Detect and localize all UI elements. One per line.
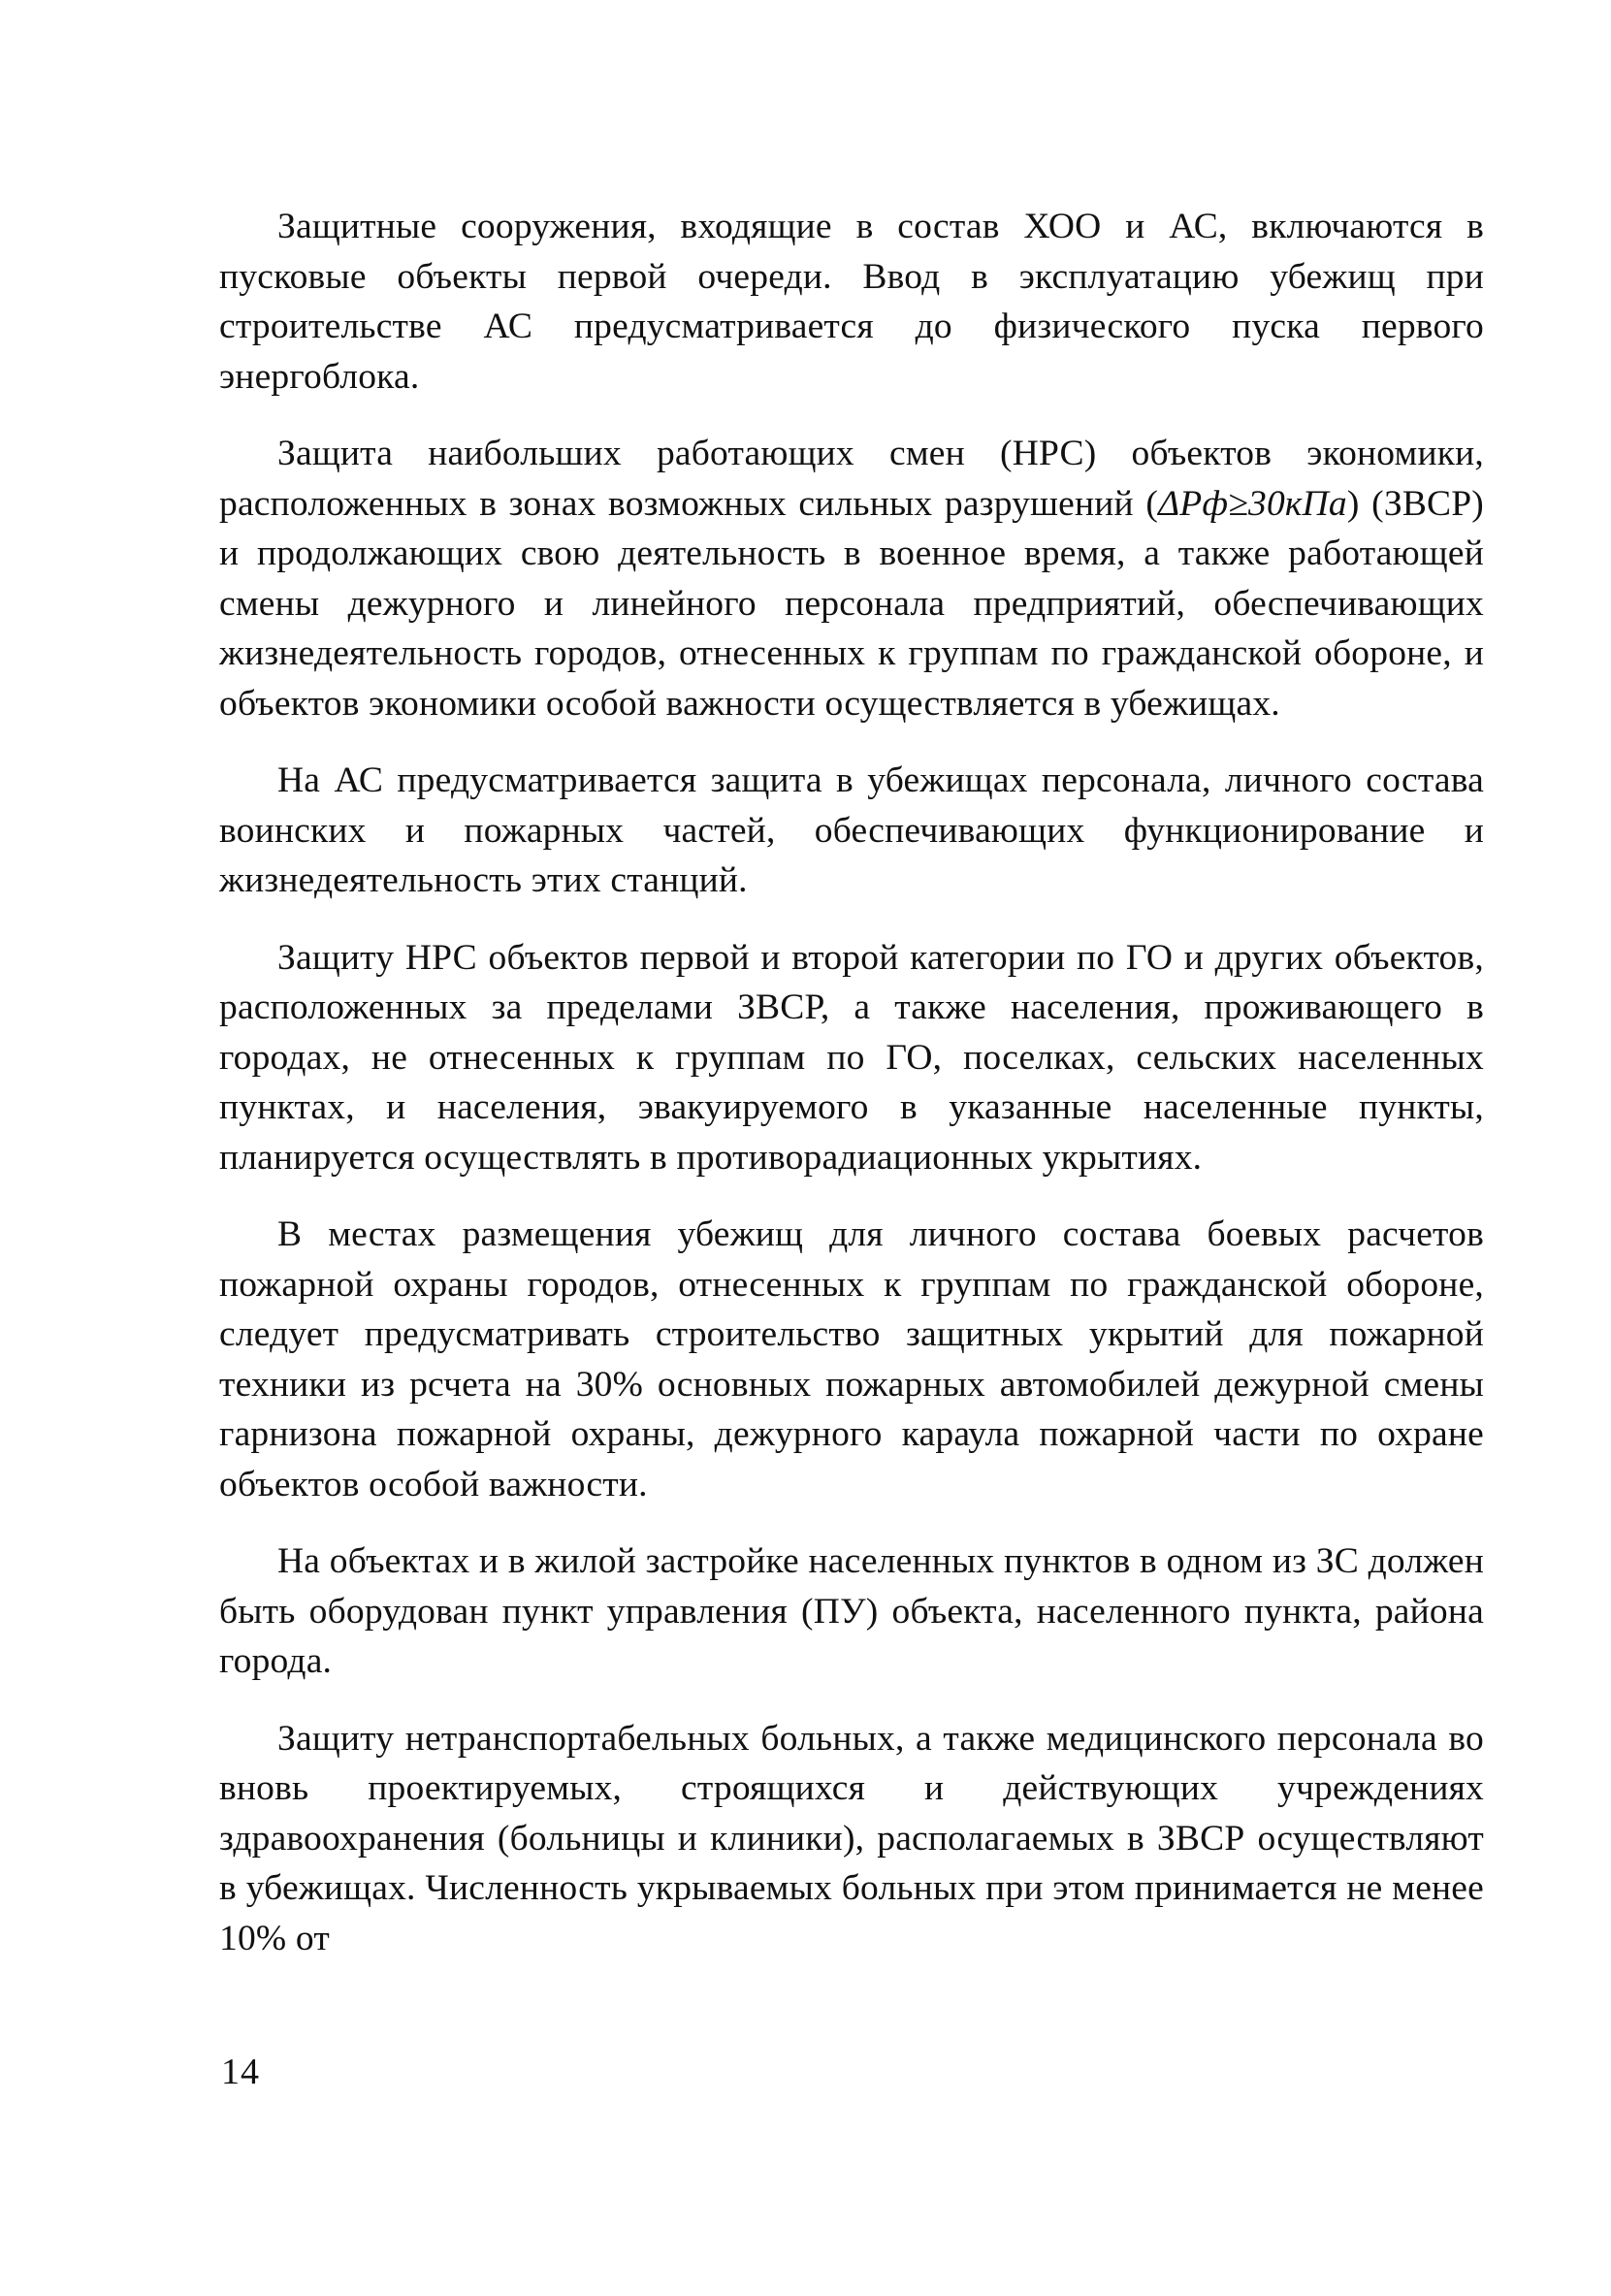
- paragraph-fire-protection: В местах размещения убежищ для личного состава боевых расчетов пожарной охраны городов, отнесенных к группам по гражданской обороне, следует предусматривать строительство защитных укрытий для пожарной техники из рсчета на 30% основных пожарных автомобилей дежурной смены гарнизона пожарной охраны, дежурного караула пожарной части по охране объектов особой важности.: [219, 1214, 1484, 1504]
- page-number: 14: [221, 2052, 260, 2092]
- document-body: [219, 202, 1484, 1963]
- paragraph-text-after-formula: ) (ЗВСР) и продолжающих свою деятельность в военное время, а также работающей смены дежурного и линейного персонала предприятий, обеспечивающих жизнедеятельность городов, отнесенных к группам по гражданской обороне, и объектов экономики особой важности осуществляется в убежищах.: [219, 483, 1484, 724]
- pressure-formula: ΔPф≥30кПа: [1158, 483, 1347, 524]
- paragraph-text-before-formula: Защита наибольших работающих смен (НРС) объектов экономики, расположенных в зонах возможных сильных разрушений (: [219, 434, 1484, 524]
- paragraph-as-personnel: На АС предусматривается защита в убежищах персонала, личного состава воинских и пожарных частей, обеспечивающих функционирование и жизнедеятельность этих станций.: [219, 760, 1484, 900]
- paragraph-radiation-shelters: Защиту НРС объектов первой и второй категории по ГО и других объектов, расположенных за пределами ЗВСР, а также населения, проживающего в городах, не отнесенных к группам по ГО, поселках, сельских населенных пунктах, и населения, эвакуируемого в указанные населенные пункты, планируется осуществлять в противорадиационных укрытиях.: [219, 937, 1484, 1178]
- paragraph-shelter-commissioning: Защитные сооружения, входящие в состав ХОО и АС, включаются в пусковые объекты первой очереди. Ввод в эксплуатацию убежищ при строительстве АС предусматривается до физического пуска первого энергоблока.: [219, 207, 1484, 397]
- paragraph-control-point: На объектах и в жилой застройке населенных пунктов в одном из ЗС должен быть оборудован пункт управления (ПУ) объекта, населенного пункта, района города.: [219, 1541, 1484, 1681]
- paragraph-medical-facilities: Защиту нетранспортабельных больных, а также медицинского персонала во вновь проектируемых, строящихся и действующих учреждениях здравоохранения (больницы и клиники), располагаемых в ЗВСР осуществляют в убежищах. Численность укрываемых больных при этом принимается не менее 10% от: [219, 1718, 1484, 1958]
- paragraph-nrs-protection: [219, 429, 1484, 728]
